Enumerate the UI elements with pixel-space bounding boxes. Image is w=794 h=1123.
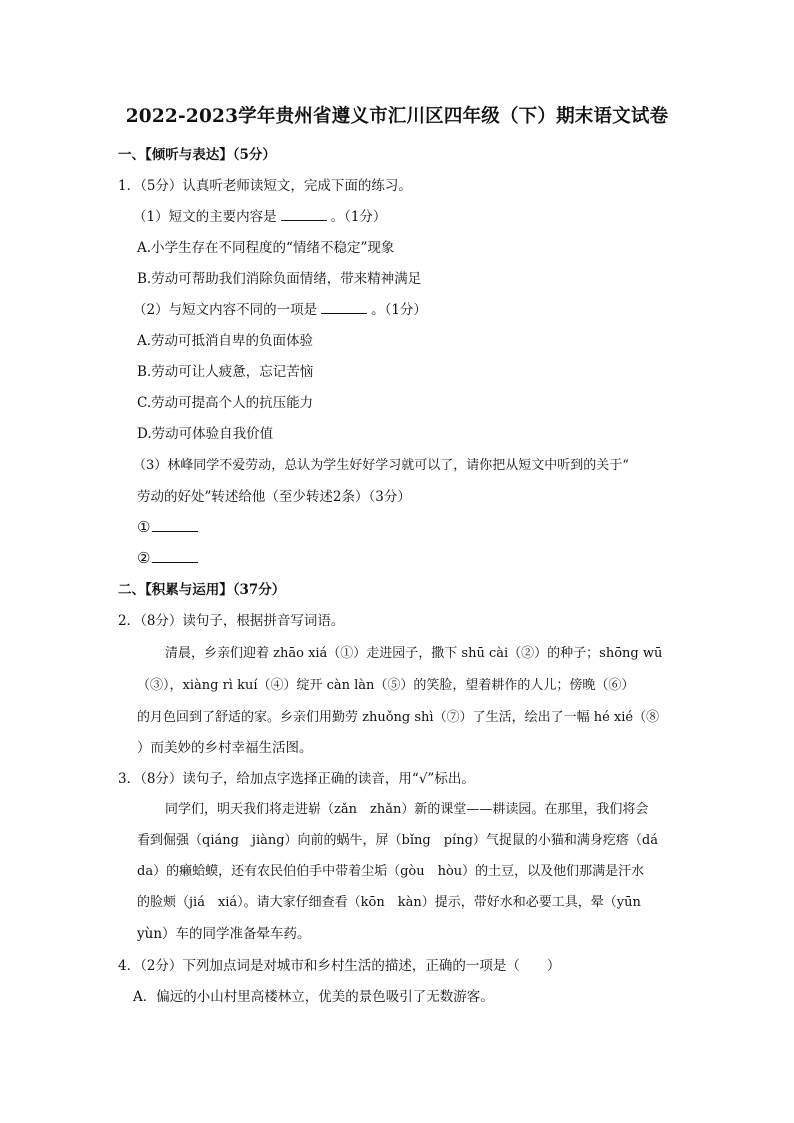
- question-1-sub-1: [133, 207, 386, 227]
- question-1-sub-2: [133, 300, 427, 320]
- question-2-para-line-4: ）而美妙的乡村幸福生活图。: [137, 740, 313, 756]
- page-title: 2022-2023学年贵州省遵义市汇川区四年级（下）期末语文试卷: [125, 106, 669, 127]
- answer-line-2[interactable]: [137, 548, 198, 569]
- question-2-para-line-2: （③），xiàng rì kuí（④）绽开 càn làn（⑤）的笑脸，望着耕作的人儿；傍晚（⑥）: [137, 678, 635, 693]
- sub-2-score: 。（1分）: [371, 302, 427, 318]
- sub-1-score: 。（1分）: [330, 209, 387, 225]
- option-a-2: A.劳动可抵消自卑的负面体验: [137, 333, 314, 349]
- answer-line-1[interactable]: [137, 517, 198, 538]
- question-3-para-line-1: 同学们，明天我们将走进崭（zǎn zhǎn）新的课堂——耕读园。在那里，我们将会: [165, 802, 649, 817]
- question-3-stem: 3．（8分）读句子，给加点字选择正确的读音，用“√”标出。: [118, 771, 475, 787]
- option-c-2: C.劳动可提高个人的抗压能力: [137, 395, 314, 411]
- question-3-para-line-2: 看到倔强（qiáng jiàng）向前的蜗牛，屏（bǐng píng）气捉鼠的小猫和满身疙瘩（dá: [137, 833, 658, 848]
- question-1-sub-3-line-2: 劳动的好处”转述给他（至少转述2条）（3分）: [137, 489, 411, 505]
- question-4-stem: 4．（2分）下列加点词是对城市和乡村生活的描述，正确的一项是（ ）: [118, 958, 561, 974]
- answer-marker-2: ②: [137, 549, 151, 567]
- option-d-2: D.劳动可体验自我价值: [137, 426, 274, 442]
- section-heading-accumulation: 二、【积累与运用】（37分）: [118, 582, 286, 598]
- section-heading-listening: 一、【倾听与表达】（5分）: [118, 147, 276, 163]
- question-2-para-line-3: 的月色回到了舒适的家。乡亲们用勤劳 zhuǒng shì（⑦）了生活，绘出了一幅 hé xié（⑧: [137, 710, 660, 725]
- answer-blank[interactable]: [281, 208, 327, 221]
- answer-blank[interactable]: [152, 519, 198, 532]
- answer-blank[interactable]: [321, 301, 367, 314]
- question-3-para-line-5: yùn）车的同学准备晕车药。: [137, 926, 311, 942]
- question-1-stem: 1．（5分）认真听老师读短文，完成下面的练习。: [118, 178, 412, 194]
- sub-2-text: （2）与短文内容不同的一项是: [133, 302, 318, 318]
- question-2-stem: 2．（8分）读句子，根据拼音写词语。: [118, 613, 345, 629]
- question-1-sub-3-line-1: （3）林峰同学不爱劳动，总认为学生好好学习就可以了，请你把从短文中听到的关于“: [133, 458, 629, 473]
- option-b-2: B.劳动可让人疲惫，忘记苦恼: [137, 364, 314, 380]
- sub-1-text: （1）短文的主要内容是: [133, 209, 277, 225]
- question-2-para-line-1: 清晨，乡亲们迎着 zhāo xiá（①）走进园子，撒下 shū cài（②）的种子；shōng wū: [165, 646, 663, 661]
- option-b-1: B.劳动可帮助我们消除负面情绪，带来精神满足: [137, 271, 422, 287]
- answer-blank[interactable]: [152, 550, 198, 563]
- question-3-para-line-4: 的脸颊（jiá xiá）。请大家仔细查看（kōn kàn）提示，带好水和必要工具，晕（yūn: [137, 895, 641, 910]
- question-3-para-line-3: da）的癞蛤蟆，还有农民伯伯手中带着尘垢（gòu hòu）的土豆，以及他们那满是汗水: [137, 864, 645, 879]
- answer-marker-1: ①: [137, 518, 151, 536]
- option-a-1: A.小学生存在不同程度的“情绪不稳定”现象: [137, 240, 395, 256]
- question-4-option-a: A．偏远的小山村里高楼林立，优美的景色吸引了无数游客。: [133, 989, 494, 1005]
